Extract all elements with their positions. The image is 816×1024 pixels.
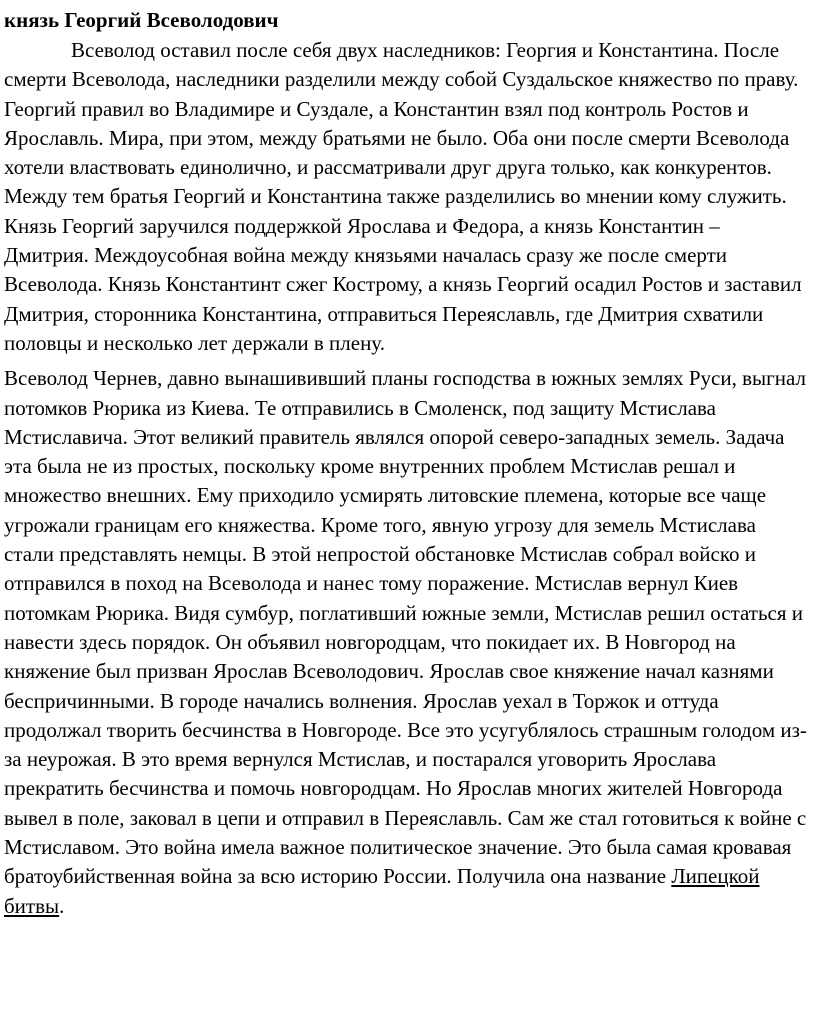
document-title: князь Георгий Всеволодович [4, 8, 279, 32]
paragraph-vsevolod-heirs: Всеволод оставил после себя двух наследников: Георгия и Константина. После смерти Всеволода, наследники разделили между собой Суздальское княжество по праву. Георгий правил во Владимире и Суздале, а Константин взял под контроль Ростов и Ярославль. Мира, при этом, между братьями не было. Оба они после смерти Всеволода хотели властвовать единолично, и рассматривали друг друга только, как конкурентов. Между тем братья Георгий и Константина также разделились во мнении кому служить. Князь Георгий заручился поддержкой Ярослава и Федора, а князь Константин – Дмитрия. Междоусобная война между князьями началась сразу же после смерти Всеволода. Князь Константинт сжег Кострому, а князь Георгий осадил Ростов и заставил Дмитрия, сторонника Константина, отправиться Переяславль, где Дмитрия схватили половцы и несколько лет держали в плену. [4, 38, 802, 355]
paragraph-end-period: . [59, 893, 65, 918]
paragraph-mstislav-war [4, 364, 808, 921]
paragraph-mstislav-war-text: Всеволод Чернев, давно вынашививший планы господства в южных землях Руси, выгнал потомков Рюрика из Киева. Те отправились в Смоленск, под защиту Мстислава Мстиславича. Этот великий правитель являлся опорой северо-западных земель. Задача эта была не из простых, поскольку кроме внутренних проблем Мстислав решал и множество внешних. Ему приходило усмирять литовские племена, которые все чаще угрожали границам его княжества. Кроме того, явную угрозу для земель Мстислава стали представлять немцы. В этой непростой обстановке Мстислав собрал войско и отправился в поход на Всеволода и нанес тому поражение. Мстислав вернул Киев потомкам Рюрика. Видя сумбур, поглативший южные земли, Мстислав решил остаться и навести здесь порядок. Он объявил новгородцам, что покидает их. В Новгород на княжение был призван Ярослав Всеволодович. Ярослав свое княжение начал казнями беспричинными. В городе начались волнения. Ярослав уехал в Торжок и оттуда продолжал творить бесчинства в Новгороде. Все это усугублялось страшным голодом из-за неурожая. В это время вернулся Мстислав, и постарался уговорить Ярослава прекратить бесчинства и помочь новгородцам. Но Ярослав многих жителей Новгорода вывел в поле, заковал в цепи и отправил в Переяславль. Сам же стал готовиться к войне с Мстиславом. Это война имела важное политическое значение. Это была самая кровавая братоубийственная война за всю историю России. Получила она название [4, 366, 807, 889]
lipetsk-battle-link[interactable]: Липецкой битвы [4, 864, 760, 918]
